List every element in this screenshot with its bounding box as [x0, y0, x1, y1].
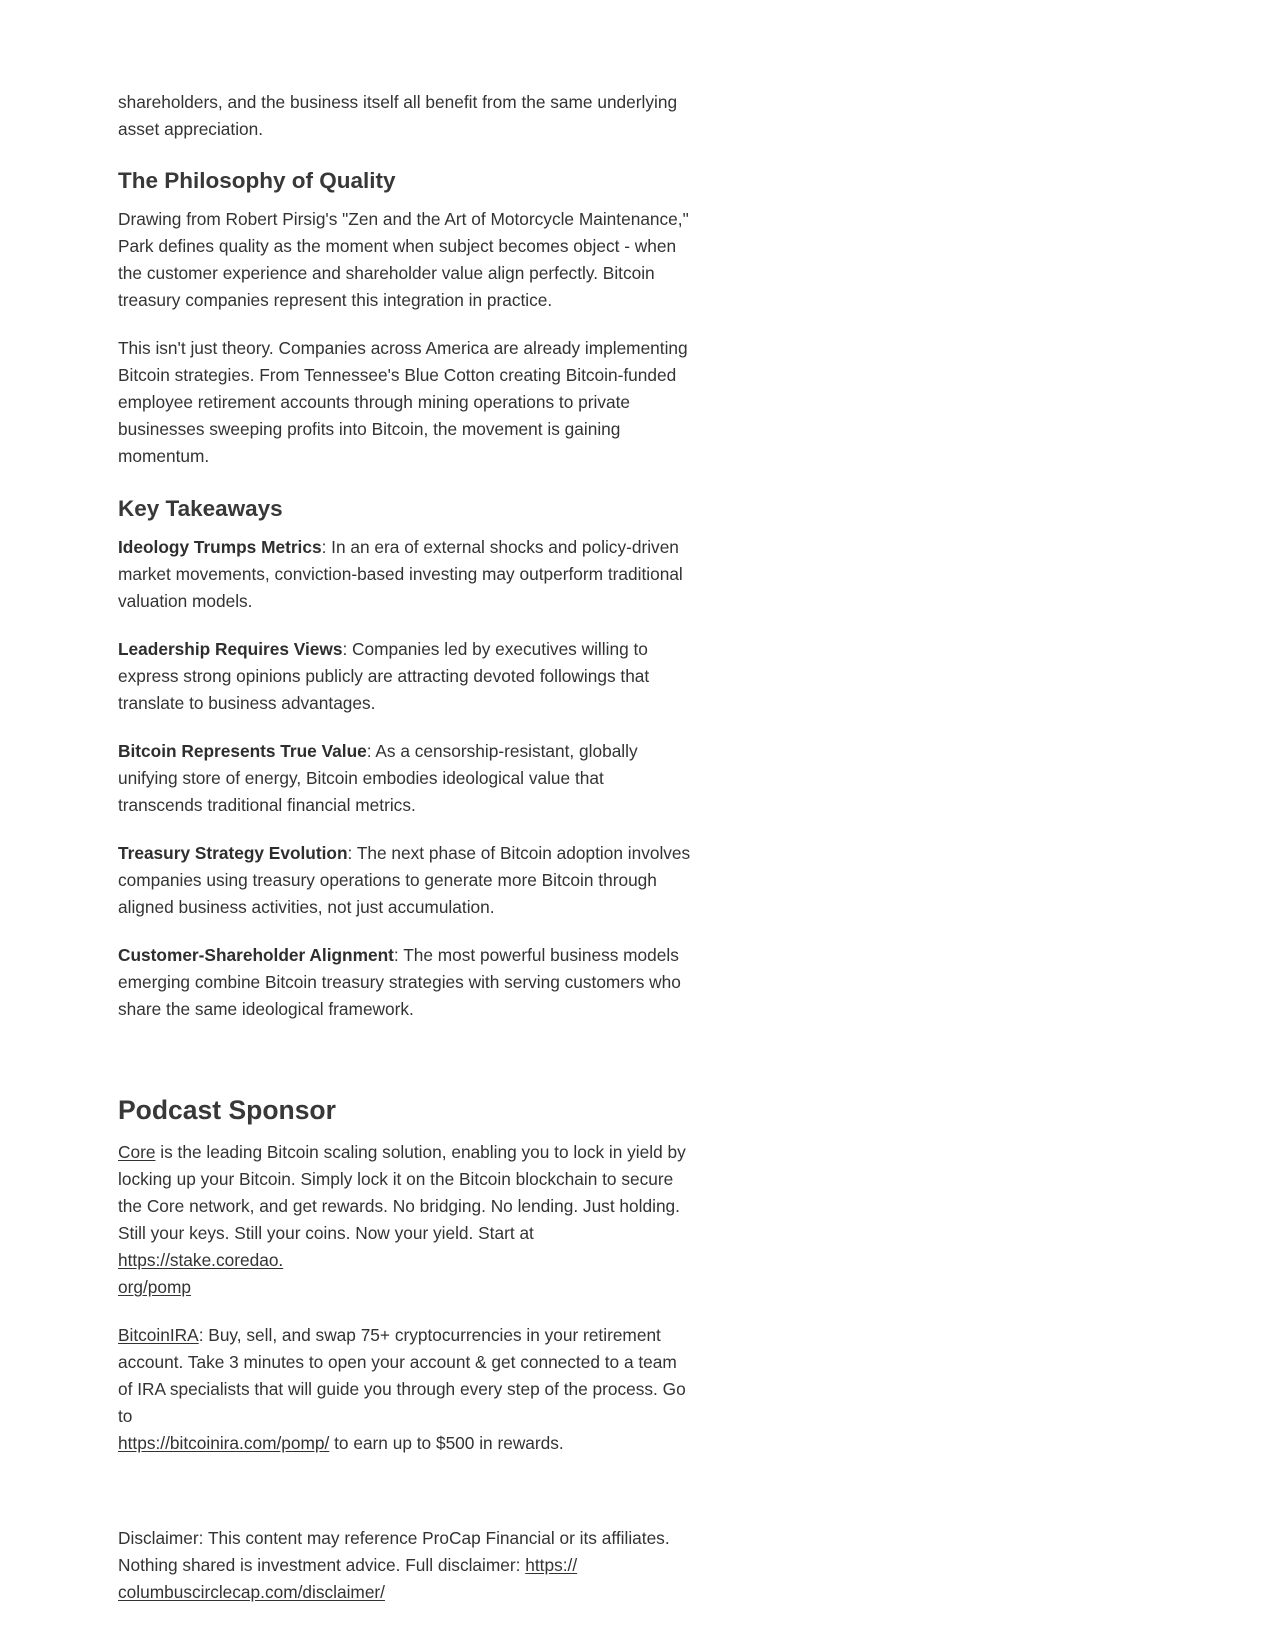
takeaway-text: : Companies led by executives willing to express strong opinions publicly are attracting devoted followings that translate to business advantages.	[118, 639, 650, 713]
bitcoinira-link[interactable]: BitcoinIRA	[118, 1325, 199, 1345]
takeaway-title: Treasury Strategy Evolution	[118, 843, 348, 863]
takeaway-title: Ideology Trumps Metrics	[118, 537, 322, 557]
disclaimer-paragraph	[118, 1525, 692, 1606]
bitcoinira-rewards-text: to earn up to $500 in rewards.	[329, 1433, 564, 1453]
quality-paragraph-2: This isn't just theory. Companies across America are already implementing Bitcoin strategies. From Tennessee's Blue Cotton creating Bitcoin-funded employee retirement accounts through mining operations to private businesses sweeping profits into Bitcoin, the movement is gaining momentum.	[118, 338, 688, 466]
sponsor-bitcoinira-paragraph	[118, 1322, 692, 1457]
bitcoinira-description: : Buy, sell, and swap 75+ cryptocurrencies in your retirement account. Take 3 minutes to open your account & get connected to a team of IRA specialists that will guide you through every step of the process. Go to	[118, 1325, 686, 1426]
intro-paragraph: shareholders, and the business itself all benefit from the same underlying asset appreciation.	[118, 92, 678, 139]
core-link[interactable]: Core	[118, 1142, 156, 1162]
takeaway-item	[118, 534, 692, 615]
disclaimer-link-part-1: https://	[525, 1555, 578, 1575]
takeaway-item	[118, 738, 692, 819]
core-stake-link-part-1: https://stake.coredao.	[118, 1250, 284, 1270]
takeaway-item	[118, 942, 692, 1023]
takeaway-text: : The next phase of Bitcoin adoption involves companies using treasury operations to generate more Bitcoin through aligned business activities, not just accumulation.	[118, 843, 691, 917]
takeaway-text: : As a censorship-resistant, globally unifying store of energy, Bitcoin embodies ideological value that transcends traditional financial metrics.	[118, 741, 638, 815]
takeaway-item	[118, 636, 692, 717]
article-body	[118, 89, 692, 1606]
takeaway-item	[118, 840, 692, 921]
section-heading-key-takeaways: Key Takeaways	[118, 496, 283, 521]
takeaway-text: : The most powerful business models emerging combine Bitcoin treasury strategies with serving customers who share the same ideological framework.	[118, 945, 681, 1019]
core-stake-link[interactable]	[118, 1250, 283, 1297]
takeaway-title: Bitcoin Represents True Value	[118, 741, 367, 761]
takeaway-title: Customer-Shareholder Alignment	[118, 945, 394, 965]
quality-paragraph-1: Drawing from Robert Pirsig's "Zen and the Art of Motorcycle Maintenance," Park defines quality as the moment when subject becomes object - when the customer experience and shareholder value align perfectly. Bitcoin treasury companies represent this integration in practice.	[118, 209, 689, 310]
disclaimer-text: Disclaimer: This content may reference ProCap Financial or its affiliates. Nothing shared is investment advice. Full disclaimer:	[118, 1528, 670, 1575]
core-stake-link-part-2: org/pomp	[118, 1277, 192, 1297]
takeaway-text: : In an era of external shocks and policy-driven market movements, conviction-based investing may outperform traditional valuation models.	[118, 537, 683, 611]
section-heading-quality: The Philosophy of Quality	[118, 168, 396, 193]
bitcoinira-url-link[interactable]: https://bitcoinira.com/pomp/	[118, 1433, 330, 1453]
takeaway-title: Leadership Requires Views	[118, 639, 343, 659]
sponsor-core-paragraph	[118, 1139, 692, 1301]
disclaimer-link-part-2: columbuscirclecap.com/disclaimer/	[118, 1582, 385, 1602]
section-heading-podcast-sponsor: Podcast Sponsor	[118, 1095, 336, 1125]
core-description: is the leading Bitcoin scaling solution, enabling you to lock in yield by locking up your Bitcoin. Simply lock it on the Bitcoin blockchain to secure the Core network, and get rewards. No bridging. No lending. Just holding. Still your keys. Still your coins. Now your yield. Start at	[118, 1142, 686, 1243]
